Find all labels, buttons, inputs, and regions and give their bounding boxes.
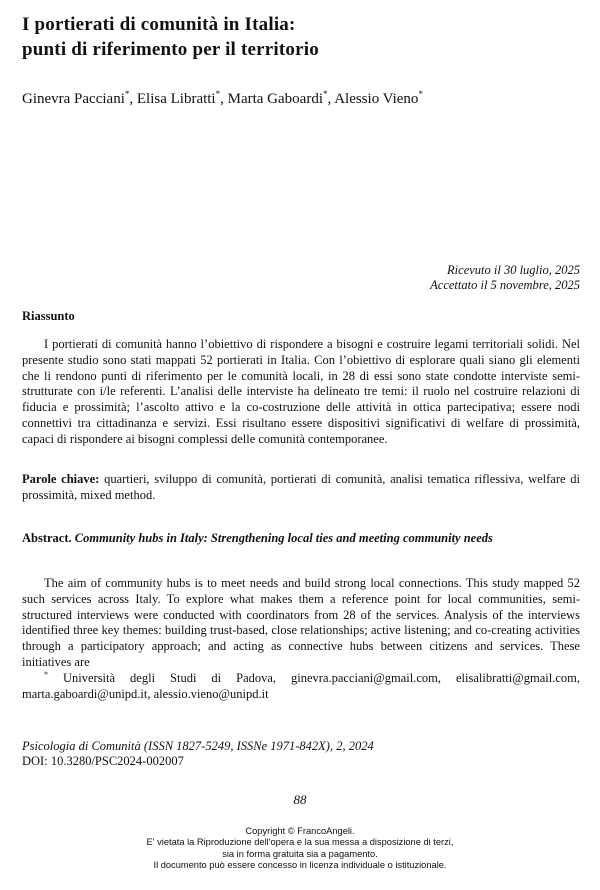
abstract-label: Abstract. <box>22 531 72 545</box>
author-list <box>22 84 582 109</box>
riassunto-text: I portierati di comunità hanno l’obiettivo di rispondere a bisogni e costruire legami territoriali solidi. Nel presente studio sono stati mappati 52 portierati in Italia. Con l’obiettivo di esplorare quali siano gli elementi che li rendono punti di riferimento per le comunità locali, in 28 di essi sono state condotte interviste semi-strutturate con i/le referenti. L’analisi delle interviste ha delineato tre temi: il ruolo nel costruire relazioni di fiducia e prossimità; l’ascolto attivo e la co-costruzione delle attività in ottica partecipativa; essere nodi connettivi tra cittadinanza e servizi. Essi risultano essere dispositivi significativi di welfare di prossimità, capaci di rispondere ai bisogni complessi delle comunità contemporanee. <box>22 337 580 446</box>
journal-citation: Psicologia di Comunità (ISSN 1827-5249, ISSNe 1971-842X), 2, 2024 <box>22 739 374 753</box>
keywords-text: quartieri, sviluppo di comunità, portierati di comunità, analisi tematica riflessiva, welfare di prossimità, mixed method. <box>22 472 580 502</box>
copyright-line-1: Copyright © FrancoAngeli. <box>245 826 355 836</box>
title-line-2: punti di riferimento per il territorio <box>22 39 319 60</box>
submission-dates <box>430 263 580 293</box>
footnote-mark: * <box>44 670 48 679</box>
author-separator: , <box>327 91 335 107</box>
affiliation-mark: * <box>124 89 130 99</box>
title-line-1: I portierati di comunità in Italia: <box>22 14 296 35</box>
author-name: Elisa Libratti <box>136 91 216 107</box>
author-name: Marta Gaboardi <box>227 91 323 107</box>
copyright-line-4: Il documento può essere concesso in licenza individuale o istituzionale. <box>153 859 447 870</box>
keywords <box>22 472 580 504</box>
copyright-notice <box>0 826 600 871</box>
copyright-line-3: sia in forma gratuita sia a pagamento. <box>222 848 378 859</box>
author-name: Ginevra Pacciani <box>22 91 125 107</box>
affiliation-mark: * <box>323 89 328 99</box>
abstract-text: The aim of community hubs is to meet needs and build strong local connections. This study mapped 52 such services across Italy. To explore what makes them a reference point for local communities, semi-structured interviews were conducted with coordinators from 28 of the services. Analysis of the interviews identified three key themes: building trust-based, close relationships; active listening; and co-creating activities through a participatory approach; and acting as connective hubs between citizens and services. These initiatives are <box>22 576 580 669</box>
doi: DOI: 10.3280/PSC2024-002007 <box>22 754 184 768</box>
affiliation-mark: * <box>418 89 423 99</box>
copyright-line-2: E' vietata la Riproduzione dell'opera e la sua messa a disposizione di terzi, <box>146 837 454 848</box>
affiliation-mark: * <box>215 89 221 99</box>
affiliation-footnote <box>22 667 580 703</box>
accepted-date: Accettato il 5 novembre, 2025 <box>430 278 580 292</box>
footnote-text: Università degli Studi di Padova, ginevra.pacciani@gmail.com, elisalibratti@gmail.com, marta.gaboardi@unipd.it, alessio.vieno@unipd.it <box>22 671 580 701</box>
received-date: Ricevuto il 30 luglio, 2025 <box>447 263 580 277</box>
author-separator: , <box>129 91 137 107</box>
keywords-label: Parole chiave: <box>22 472 100 486</box>
page-number: 88 <box>293 792 307 807</box>
abstract-title: Community hubs in Italy: Strengthening local ties and meeting community needs <box>71 531 493 545</box>
author-name: Alessio Vieno <box>334 91 419 107</box>
abstract-heading <box>22 531 580 547</box>
author-separator: , <box>220 91 228 107</box>
riassunto-heading: Riassunto <box>22 309 75 323</box>
journal-info <box>22 739 580 769</box>
article-title <box>22 12 582 62</box>
